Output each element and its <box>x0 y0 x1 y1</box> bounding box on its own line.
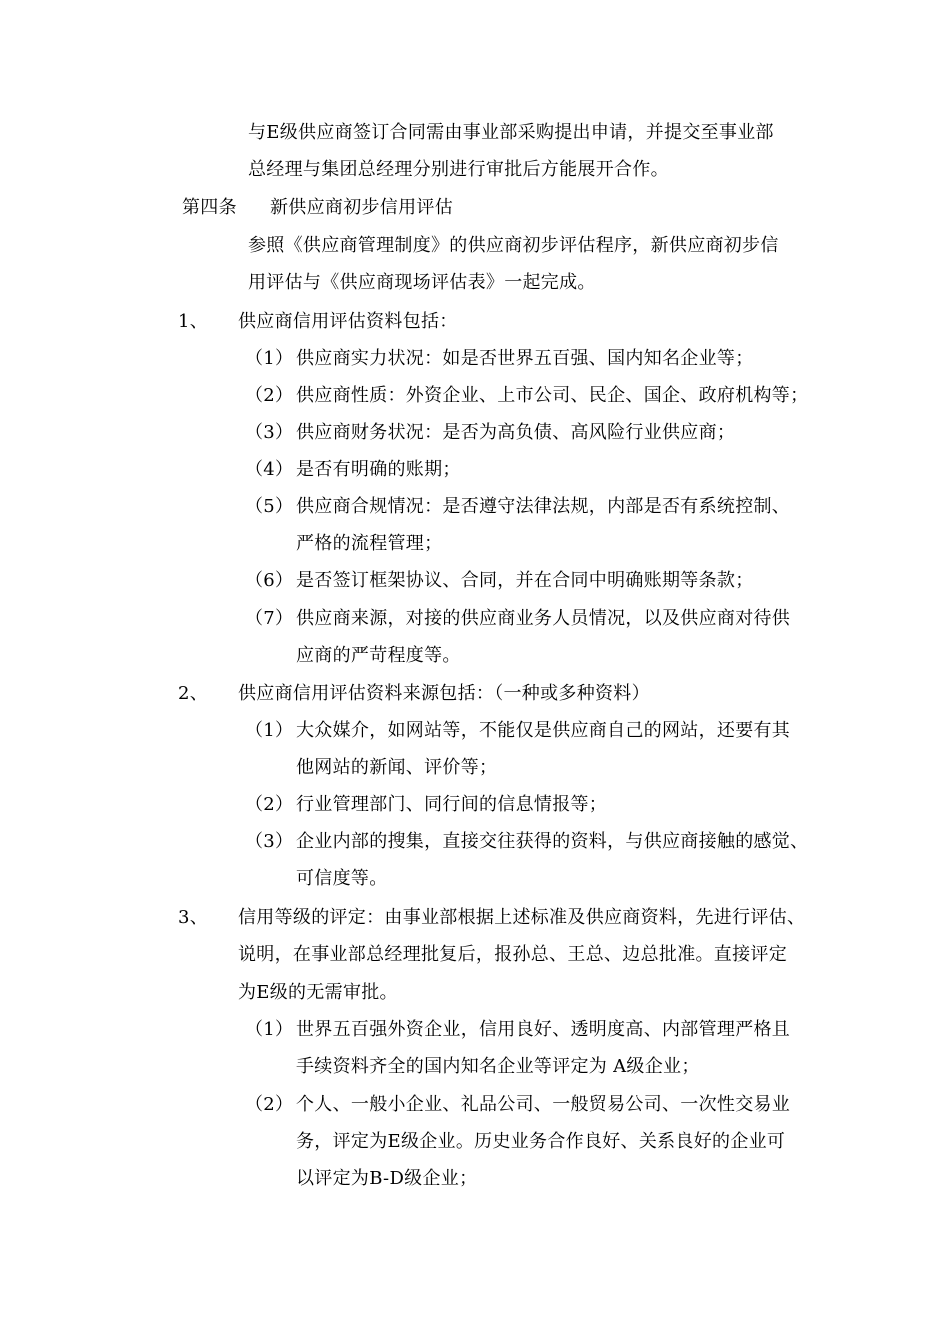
list-item-text: 行业管理部门、同行间的信息情报等； <box>296 794 608 815</box>
list-item-text: 以评定为B-D级企业； <box>296 1168 478 1189</box>
list-item-text: 世界五百强外资企业，信用良好、透明度高、内部管理严格且 <box>296 1019 791 1040</box>
list-item-text: 应商的严苛程度等。 <box>296 645 461 666</box>
list-item-number: （4） <box>245 459 294 480</box>
list-item-number: （1） <box>245 1019 294 1040</box>
list-item-text: 供应商合规情况：是否遵守法律法规，内部是否有系统控制、 <box>296 496 791 517</box>
list-item-text: 供应商来源，对接的供应商业务人员情况，以及供应商对待供 <box>296 608 791 629</box>
intro-line-2: 总经理与集团总经理分别进行审批后方能展开合作。 <box>248 159 669 180</box>
section-title-line: 说明，在事业部总经理批复后，报孙总、王总、边总批准。直接评定 <box>238 944 787 965</box>
list-item-number: （5） <box>245 496 294 517</box>
article-number: 第四条 <box>182 197 237 218</box>
list-item-text: 手续资料齐全的国内知名企业等评定为 A级企业； <box>296 1056 700 1077</box>
list-item-text: 是否有明确的账期； <box>296 459 461 480</box>
intro-line-1: 与E级供应商签订合同需由事业部采购提出申请，并提交至事业部 <box>248 122 774 143</box>
list-item-text: 企业内部的搜集，直接交往获得的资料，与供应商接触的感觉、 <box>296 831 809 852</box>
list-item-number: （1） <box>245 348 294 369</box>
list-item-text: 大众媒介，如网站等，不能仅是供应商自己的网站，还要有其 <box>296 720 791 741</box>
list-item-number: （2） <box>245 1094 294 1115</box>
list-item-text: 供应商财务状况：是否为高负债、高风险行业供应商； <box>296 422 736 443</box>
list-item-number: （3） <box>245 422 294 443</box>
list-item-number: （3） <box>245 831 294 852</box>
list-item-number: （6） <box>245 570 294 591</box>
section-title: 供应商信用评估资料包括： <box>238 311 458 332</box>
section-title-line: 为E级的无需审批。 <box>238 982 398 1003</box>
list-item-text: 供应商实力状况：如是否世界五百强、国内知名企业等； <box>296 348 754 369</box>
list-item-text: 个人、一般小企业、礼品公司、一般贸易公司、一次性交易业 <box>296 1094 791 1115</box>
list-item-text: 可信度等。 <box>296 868 388 889</box>
section-title-line: 信用等级的评定：由事业部根据上述标准及供应商资料，先进行评估、 <box>238 907 806 928</box>
article-title: 新供应商初步信用评估 <box>270 197 453 218</box>
section-number: 2、 <box>178 683 209 704</box>
section-number: 1、 <box>178 311 209 332</box>
section-title: 供应商信用评估资料来源包括：（一种或多种资料） <box>238 683 650 704</box>
list-item-text: 是否签订框架协议、合同，并在合同中明确账期等条款； <box>296 570 754 591</box>
list-item-number: （2） <box>245 385 294 406</box>
section-number: 3、 <box>178 907 209 928</box>
list-item-text: 务，评定为E级企业。历史业务合作良好、关系良好的企业可 <box>296 1131 786 1152</box>
article-desc-line-1: 参照《供应商管理制度》的供应商初步评估程序，新供应商初步信 <box>248 235 779 256</box>
list-item-number: （1） <box>245 720 294 741</box>
list-item-text: 严格的流程管理； <box>296 533 443 554</box>
list-item-text: 他网站的新闻、评价等； <box>296 757 498 778</box>
list-item-number: （2） <box>245 794 294 815</box>
article-desc-line-2: 用评估与《供应商现场评估表》一起完成。 <box>248 272 596 293</box>
list-item-number: （7） <box>245 608 294 629</box>
list-item-text: 供应商性质：外资企业、上市公司、民企、国企、政府机构等； <box>296 385 809 406</box>
